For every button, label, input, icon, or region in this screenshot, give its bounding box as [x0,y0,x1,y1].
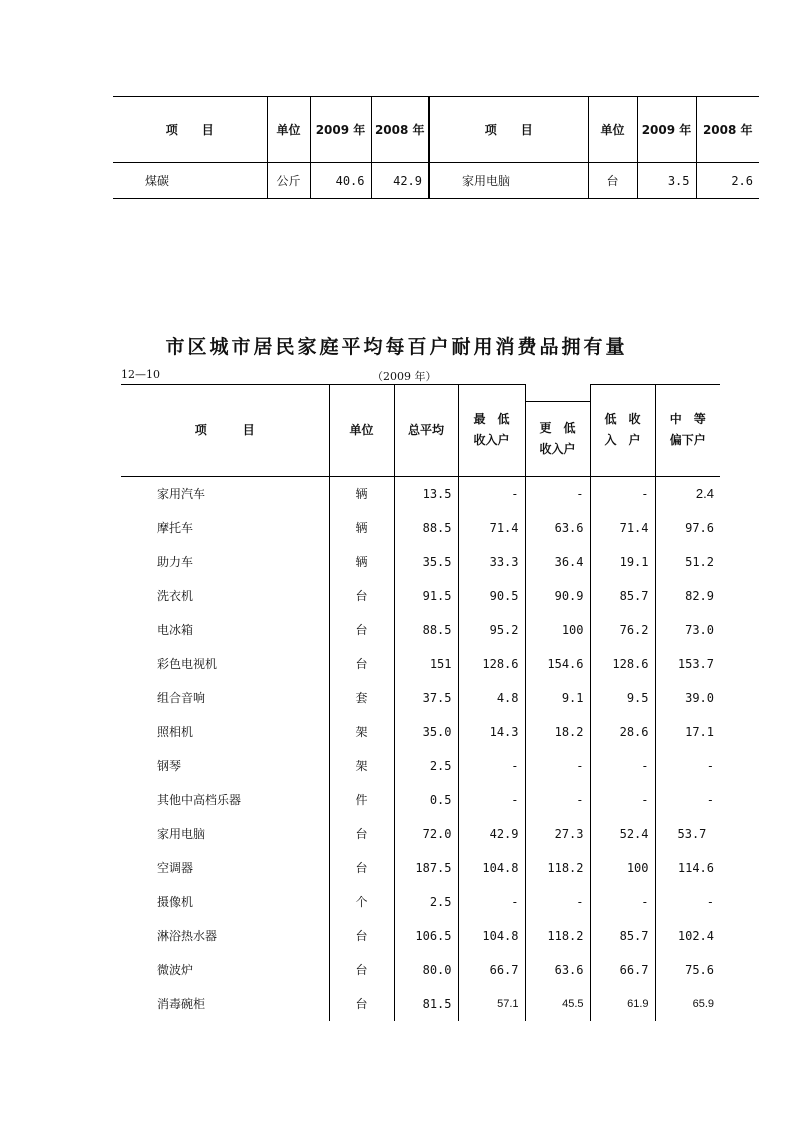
cell-unit: 件 [329,783,394,817]
cell-item: 钢琴 [157,759,182,773]
cell-low-income: 19.1 [590,545,655,579]
table-row [121,783,720,817]
top-cell-item: 煤碳 [113,163,267,199]
cell-lowest-income: 104.8 [458,851,525,885]
table-row [121,579,720,613]
top-header-2008: 2008 年 [371,97,429,163]
cell-low-income: 28.6 [590,715,655,749]
cell-middle-lower-income: 51.2 [655,545,720,579]
cell-lower-income: - [525,749,590,783]
table-row [121,476,720,511]
top-cell-2009-2: 3.5 [637,163,696,199]
cell-average: 80.0 [394,953,458,987]
cell-unit: 台 [329,613,394,647]
top-cell-2008: 42.9 [371,163,429,199]
page-title: 市区城市居民家庭平均每百户耐用消费品拥有量 [165,336,628,358]
top-cell-2008-2: 2.6 [696,163,759,199]
cell-item: 组合音响 [157,691,206,705]
table-row [121,919,720,953]
table-row [121,987,720,1021]
header-low-income [590,385,655,477]
cell-low-income: 9.5 [590,681,655,715]
cell-low-income: 66.7 [590,953,655,987]
cell-unit: 架 [329,749,394,783]
cell-lowest-income: - [458,476,525,511]
top-cell-item-2: 家用电脑 [429,163,588,199]
header-lower-income [525,401,590,476]
cell-item: 家用汽车 [157,487,206,501]
cell-lowest-income: 71.4 [458,511,525,545]
cell-average: 187.5 [394,851,458,885]
table-code: 12—10 [121,368,160,381]
cell-low-income: 85.7 [590,579,655,613]
header-middle-lower-income-line1: 中 等 [669,412,706,427]
cell-middle-lower-income: 17.1 [655,715,720,749]
cell-middle-lower-income: 97.6 [655,511,720,545]
cell-low-income: - [590,476,655,511]
cell-low-income: 52.4 [590,817,655,851]
table-row [121,749,720,783]
cell-lowest-income: 66.7 [458,953,525,987]
cell-lower-income: 154.6 [525,647,590,681]
cell-item: 空调器 [157,861,194,875]
cell-middle-lower-income: - [655,885,720,919]
cell-lower-income: 63.6 [525,511,590,545]
top-header-unit-2: 单位 [588,97,637,163]
cell-item: 家用电脑 [157,827,206,841]
cell-item: 淋浴热水器 [157,929,218,943]
cell-item: 摩托车 [157,521,194,535]
top-header-item: 项 目 [113,97,267,163]
main-table-body [121,476,720,1021]
cell-lowest-income: 128.6 [458,647,525,681]
cell-lowest-income: 90.5 [458,579,525,613]
cell-lowest-income: 57.1 [458,987,525,1021]
cell-low-income: - [590,783,655,817]
cell-lowest-income: - [458,749,525,783]
table-row [121,545,720,579]
table-row [121,885,720,919]
cell-lowest-income: 42.9 [458,817,525,851]
header-lower-income-line2: 收入户 [539,441,576,456]
table-row [121,681,720,715]
cell-average: 151 [394,647,458,681]
table-row [121,817,720,851]
table-row [121,953,720,987]
cell-middle-lower-income: 53.7 [655,817,720,851]
cell-lowest-income: 95.2 [458,613,525,647]
cell-lowest-income: 14.3 [458,715,525,749]
cell-item: 照相机 [157,725,194,739]
cell-item: 消毒碗柜 [157,997,206,1011]
cell-unit: 台 [329,647,394,681]
cell-average: 35.5 [394,545,458,579]
cell-lowest-income: 33.3 [458,545,525,579]
cell-unit: 台 [329,987,394,1021]
header-item: 项 目 [121,385,329,477]
cell-lower-income: 27.3 [525,817,590,851]
cell-unit: 台 [329,919,394,953]
header-middle-lower-income-line2: 偏下户 [669,433,706,448]
cell-lower-income: - [525,783,590,817]
cell-lower-income: 9.1 [525,681,590,715]
top-table-row [113,163,759,199]
cell-lower-income: 45.5 [525,987,590,1021]
cell-average: 35.0 [394,715,458,749]
cell-unit: 辆 [329,545,394,579]
cell-unit: 架 [329,715,394,749]
header-lower-income-line1: 更 低 [539,420,576,435]
cell-unit: 台 [329,817,394,851]
cell-item: 其他中高档乐器 [157,793,242,807]
cell-lower-income: 100 [525,613,590,647]
cell-average: 91.5 [394,579,458,613]
header-lowest-income-line2: 收入户 [473,433,510,448]
header-lowest-income [458,385,525,477]
cell-middle-lower-income: 65.9 [655,987,720,1021]
cell-middle-lower-income: 75.6 [655,953,720,987]
top-header-2009: 2009 年 [310,97,371,163]
cell-middle-lower-income: 73.0 [655,613,720,647]
cell-middle-lower-income: - [655,749,720,783]
cell-lowest-income: 4.8 [458,681,525,715]
cell-item: 摄像机 [157,895,194,909]
cell-average: 106.5 [394,919,458,953]
cell-unit: 台 [329,953,394,987]
header-middle-lower-income [655,385,720,477]
cell-middle-lower-income: 39.0 [655,681,720,715]
cell-lower-income: 36.4 [525,545,590,579]
cell-low-income: 76.2 [590,613,655,647]
cell-unit: 套 [329,681,394,715]
top-cell-unit-2: 台 [588,163,637,199]
cell-middle-lower-income: 82.9 [655,579,720,613]
cell-lower-income: - [525,885,590,919]
top-header-unit: 单位 [267,97,310,163]
table-row [121,511,720,545]
top-cell-2009: 40.6 [310,163,371,199]
header-low-income-line2: 入 户 [604,433,641,448]
cell-average: 88.5 [394,613,458,647]
table-row [121,613,720,647]
cell-low-income: - [590,885,655,919]
top-header-2009-2: 2009 年 [637,97,696,163]
cell-low-income: 61.9 [590,987,655,1021]
cell-unit: 辆 [329,476,394,511]
header-average: 总平均 [394,385,458,477]
cell-average: 2.5 [394,749,458,783]
header-lower-income-gap [525,385,590,402]
table-row [121,715,720,749]
cell-lowest-income: 104.8 [458,919,525,953]
cell-low-income: 100 [590,851,655,885]
top-table [113,96,759,199]
top-cell-unit: 公斤 [267,163,310,199]
cell-item: 彩色电视机 [157,657,218,671]
cell-item: 电冰箱 [157,623,194,637]
cell-item: 洗衣机 [157,589,194,603]
cell-low-income: 128.6 [590,647,655,681]
cell-item: 助力车 [157,555,194,569]
header-low-income-line1: 低 收 [604,412,641,427]
cell-average: 81.5 [394,987,458,1021]
top-header-2008-2: 2008 年 [696,97,759,163]
cell-lower-income: 63.6 [525,953,590,987]
cell-unit: 辆 [329,511,394,545]
cell-average: 88.5 [394,511,458,545]
cell-low-income: - [590,749,655,783]
cell-middle-lower-income: 2.4 [655,476,720,511]
cell-low-income: 85.7 [590,919,655,953]
top-header-item-2: 项 目 [429,97,588,163]
cell-lower-income: - [525,476,590,511]
header-lowest-income-line1: 最 低 [473,412,510,427]
cell-average: 13.5 [394,476,458,511]
cell-lower-income: 118.2 [525,851,590,885]
cell-average: 0.5 [394,783,458,817]
cell-average: 72.0 [394,817,458,851]
cell-lowest-income: - [458,783,525,817]
cell-middle-lower-income: 114.6 [655,851,720,885]
cell-middle-lower-income: - [655,783,720,817]
table-row [121,647,720,681]
cell-item: 微波炉 [157,963,194,977]
cell-unit: 台 [329,579,394,613]
cell-average: 2.5 [394,885,458,919]
cell-middle-lower-income: 102.4 [655,919,720,953]
top-table-header-row [113,97,759,163]
header-unit: 单位 [329,385,394,477]
cell-lower-income: 90.9 [525,579,590,613]
table-row [121,851,720,885]
cell-lower-income: 18.2 [525,715,590,749]
cell-low-income: 71.4 [590,511,655,545]
cell-middle-lower-income: 153.7 [655,647,720,681]
cell-lower-income: 118.2 [525,919,590,953]
cell-lowest-income: - [458,885,525,919]
cell-unit: 个 [329,885,394,919]
cell-unit: 台 [329,851,394,885]
table-year-note: （2009 年） [372,370,437,383]
main-table [121,384,720,1021]
cell-average: 37.5 [394,681,458,715]
